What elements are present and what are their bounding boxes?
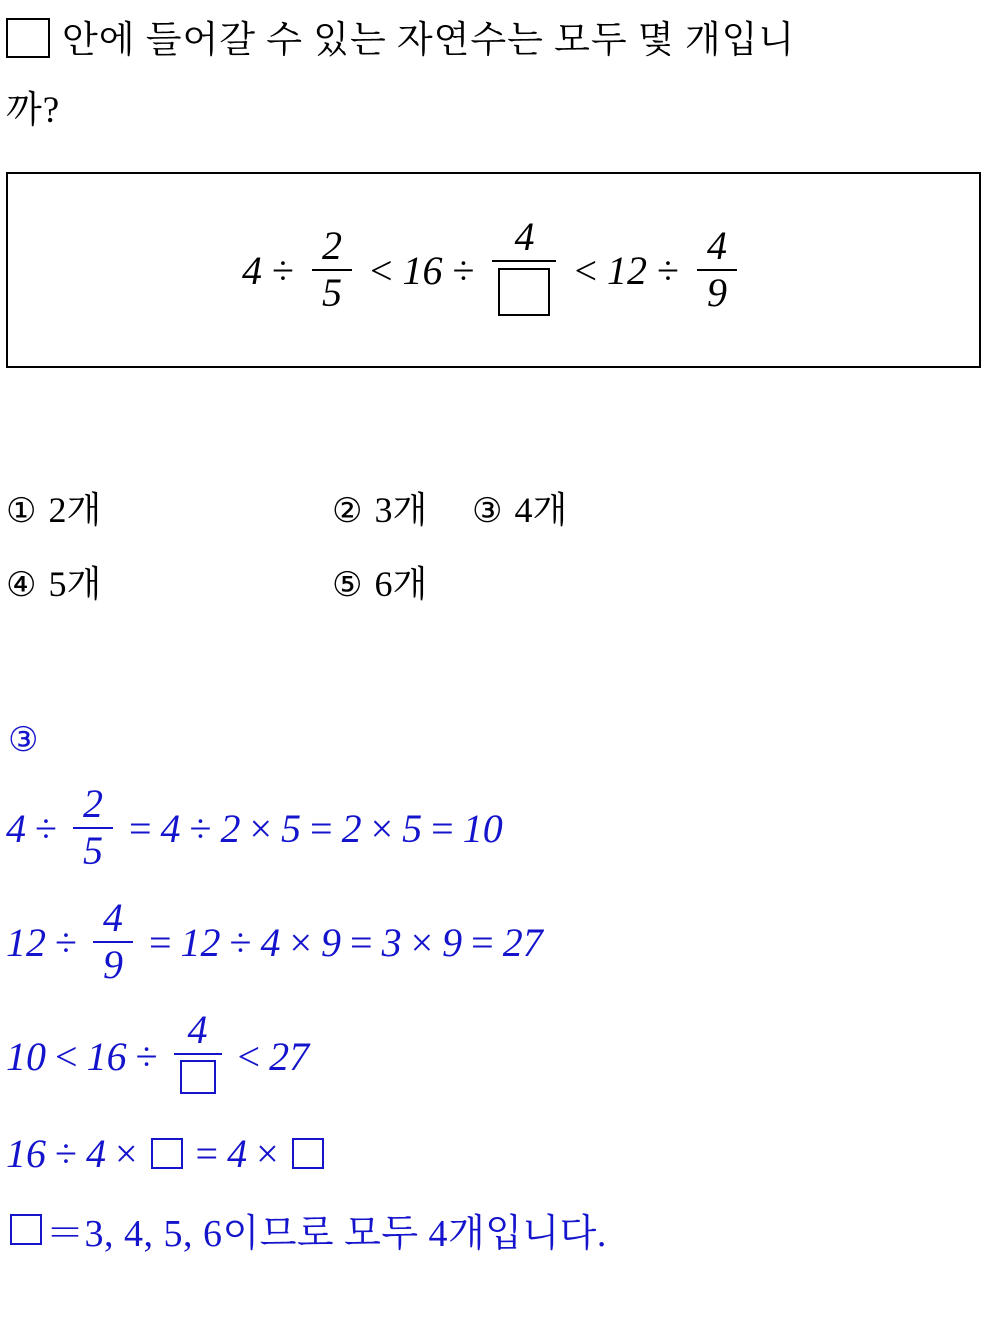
s1-op4: ×	[370, 805, 394, 851]
s4-eq: =	[195, 1130, 219, 1176]
choice-label: 5개	[48, 564, 102, 604]
expr-fraction-1	[312, 223, 352, 315]
s3-lt2: <	[237, 1033, 261, 1079]
s1-op2: ÷	[189, 805, 212, 851]
choice-row-1	[6, 482, 981, 556]
choice-label: 4개	[514, 490, 568, 530]
solution-step-1	[6, 780, 981, 876]
s2-eq2: =	[350, 919, 373, 965]
s2-a: 12	[6, 919, 46, 965]
choice-row-2	[6, 556, 981, 630]
s3-op1: ÷	[135, 1033, 158, 1079]
choice-label: 6개	[374, 564, 428, 604]
s2-op1: ÷	[55, 919, 77, 965]
s1-c: 2	[220, 805, 241, 851]
expr-fraction-3	[697, 223, 737, 315]
s3-fraction	[174, 1007, 222, 1102]
s1-eq2: =	[310, 805, 333, 851]
s2-f: 9	[442, 919, 463, 965]
answer-marker: ③	[8, 722, 39, 759]
blank-box-icon	[292, 1138, 324, 1169]
s2-fraction	[93, 895, 133, 987]
s1-e: 2	[341, 805, 362, 851]
s1-a: 4	[6, 805, 26, 851]
s4-op2: ×	[114, 1130, 138, 1176]
s2-eq3: =	[471, 919, 494, 965]
expr-c-whole: 12	[607, 247, 648, 293]
choice-option-3[interactable]	[472, 482, 567, 533]
s1-op1: ÷	[35, 805, 57, 851]
s2-d: 9	[321, 919, 342, 965]
s2-eq1: =	[148, 919, 172, 965]
s2-e: 3	[381, 919, 402, 965]
s3-denominator-blank	[174, 1055, 222, 1102]
s1-fraction	[73, 781, 113, 873]
choice-option-1[interactable]	[6, 482, 101, 533]
s2-denominator: 9	[102, 942, 123, 987]
s4-a: 16	[6, 1130, 46, 1176]
s4-op3: ×	[256, 1130, 279, 1176]
expr-f2-denominator-blank	[492, 262, 556, 324]
solution-section	[6, 718, 981, 1274]
s2-c: 4	[260, 919, 281, 965]
s1-d: 5	[281, 805, 302, 851]
expr-f1-denominator: 5	[321, 270, 342, 315]
s1-denominator: 5	[82, 828, 103, 873]
expr-op2: ÷	[452, 247, 475, 293]
s4-c: 4	[227, 1130, 248, 1176]
blank-box-icon	[498, 268, 550, 316]
choice-option-5[interactable]	[332, 556, 427, 607]
s3-a: 16	[86, 1033, 127, 1079]
s1-eq3: =	[431, 805, 454, 851]
inequality-expression	[242, 213, 745, 324]
question-text-line1: 안에 들어갈 수 있는 자연수는 모두 몇 개입니	[62, 20, 796, 61]
expr-f3-denominator: 9	[706, 270, 727, 315]
s2-op2: ÷	[229, 919, 252, 965]
answer-choices	[6, 482, 981, 630]
blank-box-icon	[151, 1138, 183, 1169]
s3-numerator: 4	[187, 1007, 208, 1053]
solution-step-5	[6, 1198, 981, 1260]
expr-fraction-2	[492, 213, 556, 324]
question-text-line2: 까?	[6, 90, 61, 131]
s4-b: 4	[85, 1130, 106, 1176]
s1-b: 4	[160, 805, 181, 851]
expression-box	[6, 172, 981, 368]
s4-op1: ÷	[55, 1130, 77, 1176]
s3-left: 10	[6, 1033, 46, 1079]
choice-marker: ⑤	[332, 567, 363, 604]
s2-op4: ×	[410, 919, 434, 965]
expr-b-whole: 16	[402, 247, 443, 293]
s1-f: 5	[402, 805, 423, 851]
s5-text: ＝3, 4, 5, 6이므로 모두 4개입니다.	[46, 1212, 607, 1255]
expr-op3: ÷	[657, 247, 679, 293]
choice-marker: ④	[6, 567, 37, 604]
blank-box-icon	[180, 1060, 216, 1094]
s1-op3: ×	[249, 805, 273, 851]
expr-f1-numerator: 2	[321, 223, 342, 269]
solution-step-4	[6, 1122, 981, 1184]
expr-lt2: <	[574, 247, 598, 293]
solution-step-2	[6, 894, 981, 990]
s2-result: 27	[502, 919, 543, 965]
choice-option-2[interactable]	[332, 482, 427, 533]
expression-inner	[8, 174, 979, 366]
choice-option-4[interactable]	[6, 556, 101, 607]
expr-f2-numerator: 4	[514, 213, 535, 259]
s2-b: 12	[180, 919, 221, 965]
s3-lt1: <	[55, 1033, 78, 1079]
s1-result: 10	[462, 805, 503, 851]
expr-a-whole: 4	[242, 247, 262, 293]
question-stem	[6, 8, 981, 144]
choice-marker: ①	[6, 493, 37, 530]
s2-op3: ×	[289, 919, 313, 965]
s1-numerator: 2	[82, 781, 103, 827]
s2-numerator: 4	[102, 895, 123, 941]
choice-marker: ③	[472, 493, 503, 530]
choice-label: 3개	[374, 490, 428, 530]
choice-label: 2개	[48, 490, 102, 530]
expr-f3-numerator: 4	[706, 223, 727, 269]
expr-lt1: <	[369, 247, 393, 293]
blank-box-icon	[10, 1214, 42, 1245]
choice-marker: ②	[332, 493, 363, 530]
s3-right: 27	[269, 1033, 310, 1079]
blank-box-icon	[6, 18, 50, 58]
expr-op1: ÷	[272, 247, 294, 293]
s1-eq1: =	[128, 805, 152, 851]
solution-step-3	[6, 1008, 981, 1104]
